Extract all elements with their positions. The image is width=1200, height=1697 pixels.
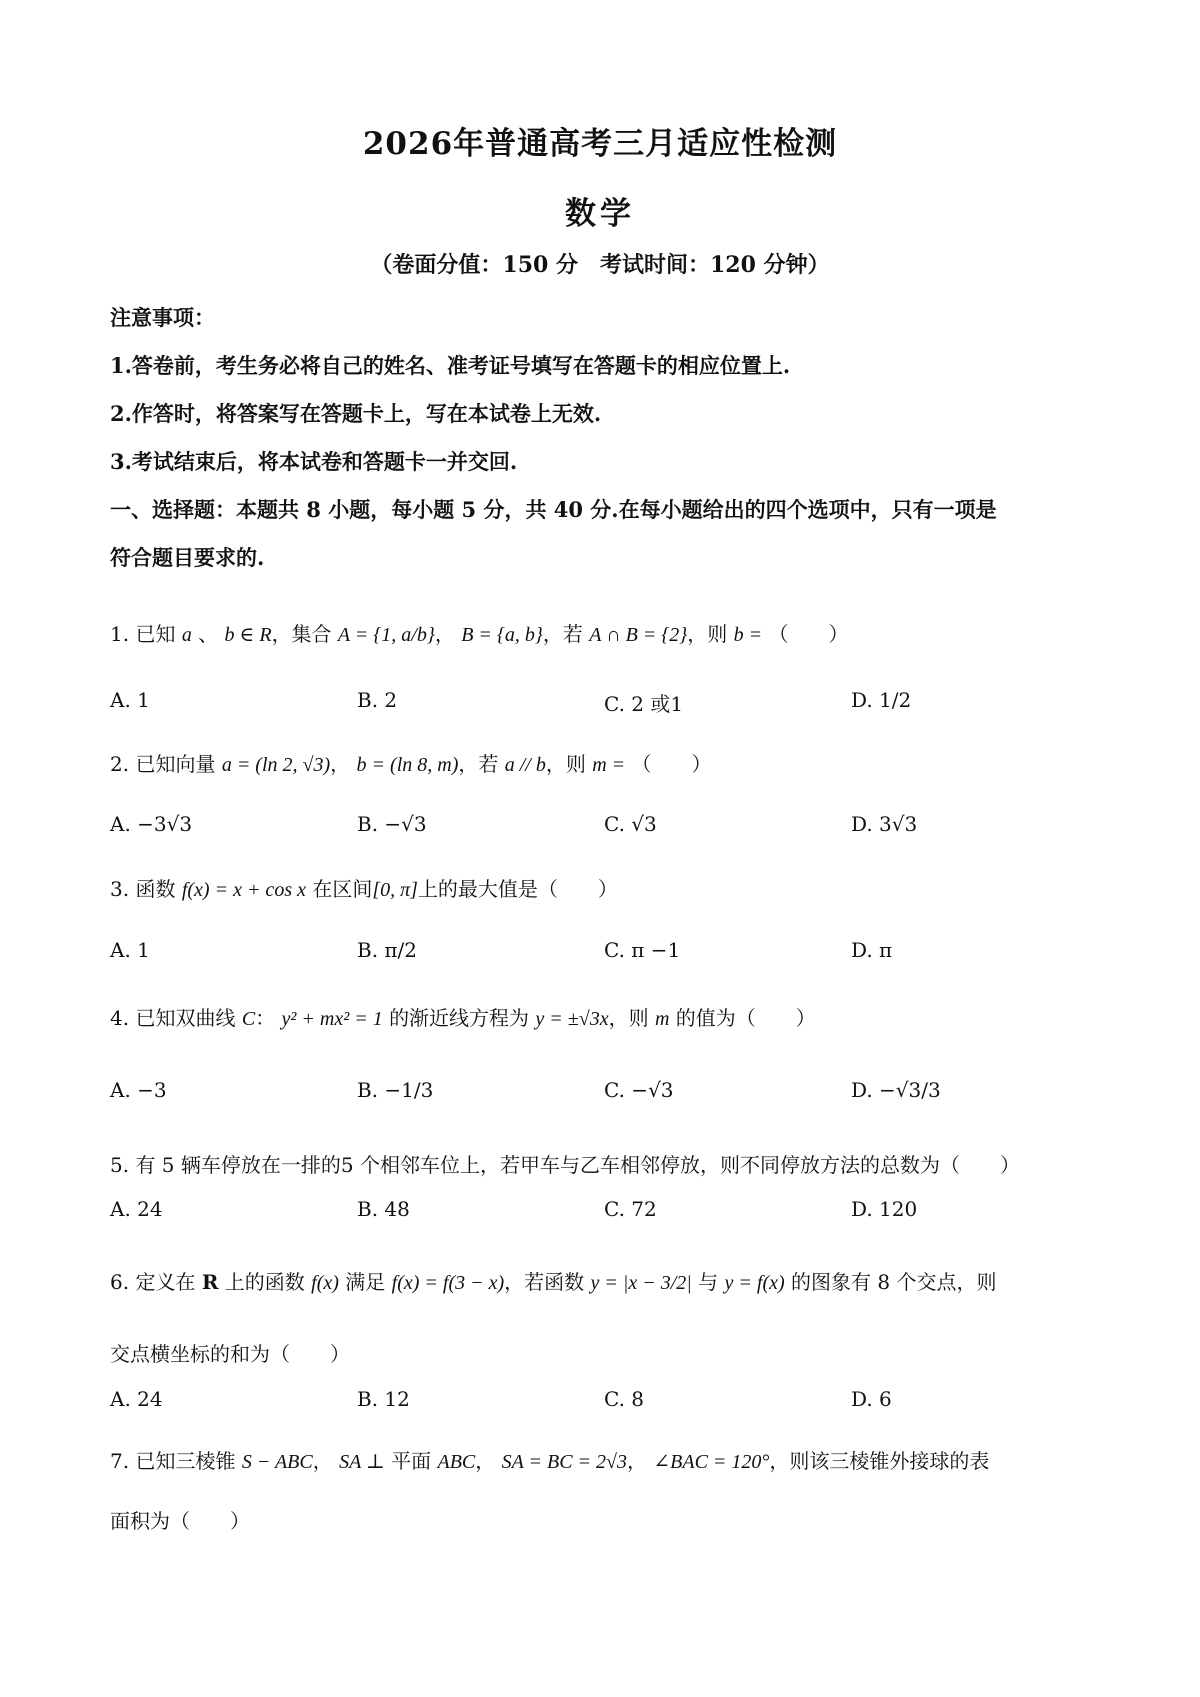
vector-a: a = (ln 2, √3) [221, 754, 331, 776]
option-c: C. 2 或1 [604, 692, 684, 716]
option-d: D. 6 [851, 1387, 892, 1411]
option-b: B. 2 [357, 688, 398, 712]
notice-item-3: 3.考试结束后，将本试卷和答题卡一并交回. [110, 449, 518, 474]
question-5-options [110, 1197, 1110, 1237]
exam-info: （卷面分值：150 分 考试时间：120 分钟） [370, 252, 830, 278]
option-b: B. −√3 [357, 812, 427, 836]
option-a: A. −3√3 [110, 812, 193, 836]
question-4-options [110, 1078, 1110, 1118]
question-6: 6. 定义在 R 上的函数 f(x) 满足 f(x) = f(3 − x)，若函数 y = |x − 3/2| 与 y = f(x) 的图象有 8 个交点，则 [110, 1270, 997, 1294]
question-5: 5. 有 5 辆车停放在一排的5 个相邻车位上，若甲车与乙车相邻停放，则不同停放方法的总数为（ ） [110, 1153, 1020, 1177]
option-c: C. −√3 [604, 1078, 674, 1102]
option-d: D. 3√3 [851, 812, 918, 836]
notice-item-2: 2.作答时，将答案写在答题卡上，写在本试卷上无效. [110, 401, 602, 426]
question-3: 3. 函数 f(x) = x + cos x 在区间[0, π]上的最大值是（ ） [110, 877, 618, 901]
option-c: C. √3 [604, 812, 657, 836]
question-2: 2. 已知向量 a = (ln 2, √3)， b = (ln 8, m)，若 a // b，则 m = （ ） [110, 752, 712, 776]
subject-title: 数学 [565, 196, 635, 232]
question-4: 4. 已知双曲线 C： y² + mx² = 1 的渐近线方程为 y = ±√3x，则 m 的值为（ ） [110, 1006, 816, 1030]
option-b: B. 12 [357, 1387, 410, 1411]
question-1: 1. 已知 a 、 b ∈ R，集合 A = {1, a/b}， B = {a, b}，若 A ∩ B = {2}，则 b = （ ） [110, 622, 849, 646]
question-6-line2: 交点横坐标的和为（ ） [110, 1342, 350, 1366]
option-a: A. 1 [110, 938, 150, 962]
option-b: B. π/2 [357, 938, 418, 962]
option-c: C. 72 [604, 1197, 657, 1221]
option-d: D. 1/2 [851, 688, 912, 712]
vector-b: b = (ln 8, m) [356, 754, 459, 776]
option-b: B. −1/3 [357, 1078, 434, 1102]
question-2-options [110, 812, 1110, 852]
option-a: A. 1 [110, 688, 150, 712]
option-d: D. π [851, 938, 893, 962]
question-1-options [110, 688, 1110, 728]
option-d: D. −√3/3 [851, 1078, 941, 1102]
section-heading-line2: 符合题目要求的. [110, 545, 265, 570]
set-a: A = {1, a/b} [337, 624, 435, 646]
option-b: B. 48 [357, 1197, 410, 1221]
exam-title: 2026年普通高考三月适应性检测 [362, 126, 838, 162]
option-a: A. −3 [110, 1078, 167, 1102]
question-7-line2: 面积为（ ） [110, 1509, 250, 1533]
option-c: C. 8 [604, 1387, 645, 1411]
option-a: A. 24 [110, 1197, 163, 1221]
set-b: B = {a, b} [461, 624, 543, 646]
option-c: C. π −1 [604, 938, 681, 962]
question-6-options [110, 1387, 1110, 1427]
notice-item-1: 1.答卷前，考生务必将自己的姓名、准考证号填写在答题卡的相应位置上. [110, 353, 791, 378]
section-heading-line1: 一、选择题：本题共 8 小题，每小题 5 分，共 40 分.在每小题给出的四个选项中，只有一项是 [110, 497, 997, 522]
question-3-options [110, 938, 1110, 978]
question-7: 7. 已知三棱锥 S − ABC， SA ⊥ 平面 ABC， SA = BC = 2√3， ∠BAC = 120°，则该三棱锥外接球的表 [110, 1449, 990, 1473]
option-a: A. 24 [110, 1387, 163, 1411]
option-d: D. 120 [851, 1197, 918, 1221]
notice-heading: 注意事项： [110, 305, 215, 330]
